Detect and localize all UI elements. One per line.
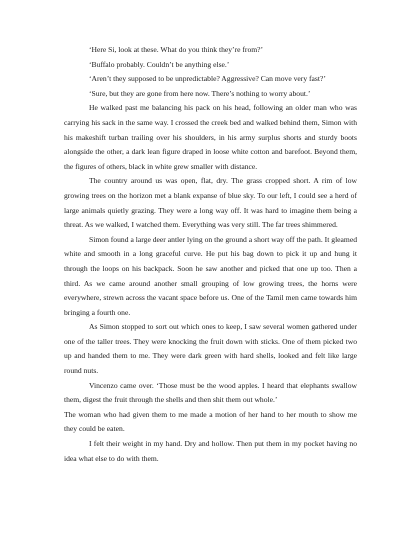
paragraph: ‘Sure, but they are gone from here now. There’s nothing to worry about.’ bbox=[89, 88, 311, 98]
paragraph: He walked past me balancing his pack on his head, following an older man who was carrying his sack in the same way. I crossed the creek bed and walked behind them, Simon with his makeshift turban trailing over his shoulders, in his army surplus shorts and sturdy boots alongside the other, a dark lean figure draped in loose white cotton and barefoot. Beyond them, the figures of others, black in white grew smaller with distance. bbox=[64, 103, 357, 171]
document-page bbox=[64, 43, 357, 466]
paragraph: The woman who had given them to me made a motion of her hand to her mouth to show me they could be eaten. bbox=[64, 409, 357, 434]
paragraph: The country around us was open, flat, dry. The grass cropped short. A rim of low growing trees on the horizon met a blank expanse of blue sky. To our left, I could see a herd of large animals quietly grazing. They were a long way off. It was hard to imagine them being a threat. As we walked, I watched them. Everything was very still. The far trees shimmered. bbox=[64, 176, 357, 230]
paragraph: ‘Buffalo probably. Couldn’t be anything else.’ bbox=[89, 59, 230, 69]
paragraph: As Simon stopped to sort out which ones to keep, I saw several women gathered under one of the taller trees. They were knocking the fruit down with sticks. One of them picked two up and handed them to me. They were dark green with hard shells, looked and felt like large round nuts. bbox=[64, 322, 357, 376]
paragraph: Vincenzo came over. ‘Those must be the wood apples. I heard that elephants swallow them, digest the fruit through the shells and then shit them out whole.’ bbox=[64, 380, 357, 405]
paragraph: ‘Here Si, look at these. What do you think they’re from?’ bbox=[89, 45, 264, 54]
paragraph: I felt their weight in my hand. Dry and hollow. Then put them in my pocket having no idea what else to do with them. bbox=[64, 439, 357, 463]
paragraph: Simon found a large deer antler lying on the ground a short way off the path. It gleamed white and smooth in a long graceful curve. He put his bag down to pick it up and hung it through the loops on his backpack. Soon he saw another and picked that one up too. Then a third. As we came around another small grouping of low growing trees, the horns were everywhere, strewn across the vacant space before us. One of the Tamil men came towards him bringing a fourth one. bbox=[64, 234, 357, 317]
paragraph: ‘Aren’t they supposed to be unpredictable? Aggressive? Can move very fast?’ bbox=[89, 74, 326, 84]
